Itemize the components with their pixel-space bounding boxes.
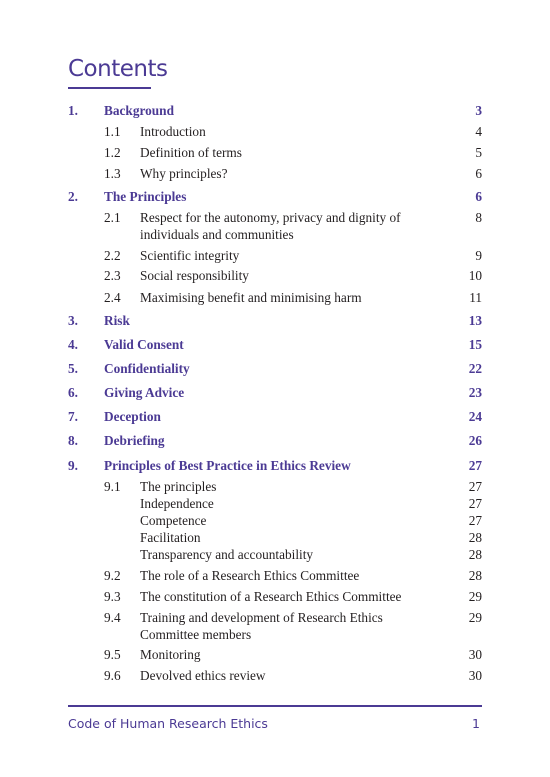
toc-entry-title: Definition of terms	[140, 145, 242, 160]
toc-entry-title: Why principles?	[140, 166, 228, 181]
toc-entry-number: 2.1	[104, 210, 121, 225]
toc-entry-title: Transparency and accountability	[140, 547, 314, 562]
toc-entry-title: Competence	[140, 513, 207, 528]
footer-page-number: 1	[472, 716, 480, 731]
toc-entry-page: 6	[475, 166, 482, 181]
toc-entry-page: 27	[468, 458, 482, 473]
toc-entry-number: 2.3	[104, 268, 121, 283]
toc-entry-title: The role of a Research Ethics Committee	[140, 568, 360, 583]
toc-entry-title: Background	[104, 103, 174, 118]
toc-entry-number: 1.	[68, 103, 78, 118]
toc-entry-page: 27	[468, 513, 482, 528]
toc-entry-page: 5	[475, 145, 482, 160]
toc-entry-title: Training and development of Research Ethics Committee members	[140, 610, 383, 642]
toc-entry-title: The constitution of a Research Ethics Committee	[140, 589, 402, 604]
toc-entry-number: 9.6	[104, 668, 121, 683]
toc-entry-page: 29	[468, 610, 482, 625]
toc-entry-number: 9.4	[104, 610, 121, 625]
toc-entry-title: The principles	[140, 479, 217, 494]
toc-entry-page: 28	[468, 547, 482, 562]
toc-entry-number: 2.4	[104, 290, 121, 305]
toc-entry-number: 1.1	[104, 124, 121, 139]
toc-entry-title: Maximising benefit and minimising harm	[140, 290, 362, 305]
toc-entry-number: 2.	[68, 189, 78, 204]
footer-title: Code of Human Research Ethics	[68, 716, 268, 731]
toc-entry-page: 8	[475, 210, 482, 225]
toc-entry-title: Scientific integrity	[140, 248, 240, 263]
toc-entry-number: 9.5	[104, 647, 121, 662]
toc-entry-number: 9.3	[104, 589, 121, 604]
toc-entry-number: 8.	[68, 433, 78, 448]
toc-entry-title: Independence	[140, 496, 214, 511]
toc-entry-number: 9.1	[104, 479, 121, 494]
toc-entry-number: 1.3	[104, 166, 121, 181]
toc-entry-page: 28	[468, 530, 482, 545]
toc-entry-title: Confidentiality	[104, 361, 190, 376]
toc-entry-page: 22	[468, 361, 482, 376]
toc-entry-title: Risk	[104, 313, 130, 328]
toc-entry-page: 15	[468, 337, 482, 352]
toc-entry-page: 23	[468, 385, 482, 400]
toc-entry-number: 4.	[68, 337, 78, 352]
toc-entry-number: 6.	[68, 385, 78, 400]
toc-entry-number: 3.	[68, 313, 78, 328]
toc-entry-page: 27	[468, 496, 482, 511]
toc-entry-page: 13	[468, 313, 482, 328]
toc-entry-page: 29	[468, 589, 482, 604]
toc-entry-page: 9	[475, 248, 482, 263]
toc-entry-page: 28	[468, 568, 482, 583]
page-title: Contents	[68, 56, 168, 82]
toc-entry-number: 2.2	[104, 248, 121, 263]
toc-entry-title: Introduction	[140, 124, 206, 139]
toc-entry-page: 24	[468, 409, 482, 424]
toc-entry-title: Devolved ethics review	[140, 668, 266, 683]
toc-entry-number: 9.	[68, 458, 78, 473]
toc-entry-title: Monitoring	[140, 647, 201, 662]
toc-entry-number: 5.	[68, 361, 78, 376]
toc-entry-page: 11	[469, 290, 482, 305]
toc-entry-title: Deception	[104, 409, 161, 424]
toc-entry-title: Debriefing	[104, 433, 165, 448]
toc-entry-page: 6	[475, 189, 482, 204]
toc-entry-title: Giving Advice	[104, 385, 185, 400]
toc-entry-page: 30	[468, 668, 482, 683]
toc-entry-number: 7.	[68, 409, 78, 424]
toc-entry-page: 27	[468, 479, 482, 494]
toc-entry-title: Respect for the autonomy, privacy and dignity of individuals and communities	[140, 210, 401, 242]
toc-entry-page: 30	[468, 647, 482, 662]
toc-entry-title: Valid Consent	[104, 337, 184, 352]
toc-entry-title: The Principles	[104, 189, 187, 204]
toc-entry-number: 1.2	[104, 145, 121, 160]
toc-entry-number: 9.2	[104, 568, 121, 583]
toc-entry-title: Facilitation	[140, 530, 201, 545]
toc-entry-page: 4	[475, 124, 482, 139]
toc-entry-page: 26	[468, 433, 482, 448]
toc-entry-title: Social responsibility	[140, 268, 249, 283]
footer-divider	[68, 705, 482, 707]
title-underline	[68, 87, 151, 89]
toc-entry-page: 3	[475, 103, 482, 118]
toc-entry-title: Principles of Best Practice in Ethics Review	[104, 458, 351, 473]
toc-entry-page: 10	[468, 268, 482, 283]
